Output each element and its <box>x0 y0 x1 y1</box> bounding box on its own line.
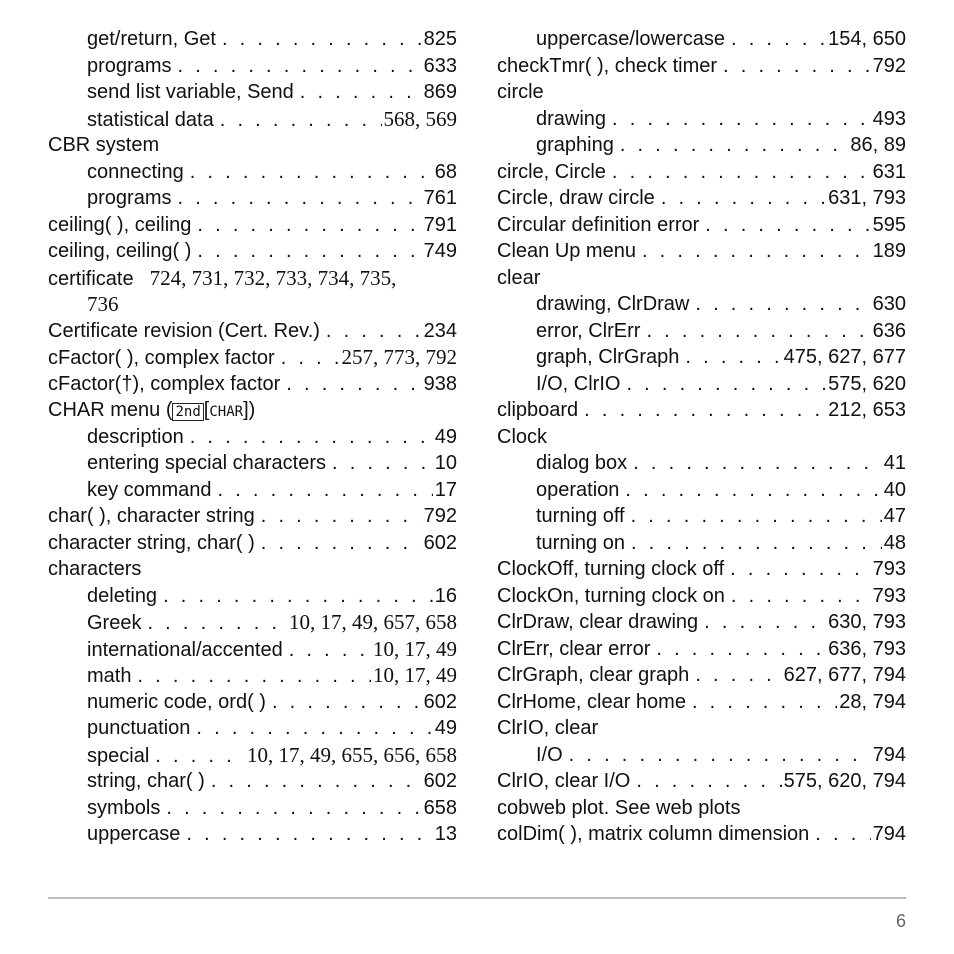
index-entry <box>497 212 906 239</box>
index-subentry <box>497 450 906 477</box>
dot-leader <box>332 450 433 477</box>
index-entry <box>497 265 906 292</box>
dot-leader <box>569 742 871 769</box>
entry-term: Clean Up menu <box>497 240 636 262</box>
entry-term: ClrErr, clear error <box>497 637 651 660</box>
entry-pages: 16 <box>434 584 457 607</box>
index-subentry <box>48 185 457 212</box>
entry-pages: 10, 17, 49, 655, 656, 658 <box>247 742 457 767</box>
dot-leader <box>612 159 871 186</box>
entry-term: cFactor( ), complex factor <box>48 347 275 369</box>
index-entry <box>497 662 906 689</box>
index-subentry <box>497 530 906 557</box>
dot-leader <box>190 159 433 186</box>
index-entry <box>497 424 906 451</box>
entry-term: description <box>87 425 184 448</box>
dot-leader <box>300 79 422 106</box>
entry-term: circle <box>497 81 544 103</box>
entry-pages: 869 <box>423 81 457 103</box>
entry-pages: 724, 731, 732, 733, 734, 735, <box>149 265 397 290</box>
key-bracket-close: ] <box>243 399 249 421</box>
dot-leader <box>155 743 245 769</box>
index-entry <box>497 636 906 663</box>
entry-pages: 28, 794 <box>839 690 906 713</box>
index-subentry <box>48 450 457 477</box>
entry-term: CHAR menu ( <box>48 399 173 421</box>
index-subentry <box>48 795 457 822</box>
index-entry <box>497 556 906 583</box>
entry-pages: 257, 773, 792 <box>341 345 457 369</box>
entry-term: programs <box>87 187 172 209</box>
index-column-left <box>48 26 457 848</box>
dot-leader <box>815 821 870 848</box>
index-entry <box>48 503 457 530</box>
index-entry <box>497 583 906 610</box>
entry-term: I/O <box>536 743 563 766</box>
entry-pages: 627, 677, 794 <box>783 664 906 686</box>
index-entry <box>497 79 906 106</box>
index-entry <box>497 397 906 424</box>
entry-term: get/return, Get <box>87 28 216 50</box>
entry-pages: 602 <box>423 531 457 554</box>
entry-pages: 86, 89 <box>850 134 906 156</box>
index-entry <box>48 238 457 265</box>
dot-leader <box>584 397 826 424</box>
dot-leader <box>186 821 432 848</box>
entry-pages: 10, 17, 49, 657, 658 <box>289 610 457 634</box>
index-subentry <box>48 636 457 663</box>
entry-term: connecting <box>87 160 184 183</box>
index-subentry <box>48 583 457 610</box>
dot-leader <box>326 318 422 345</box>
dot-leader <box>642 238 871 265</box>
entry-pages: 41 <box>883 452 906 474</box>
entry-term: math <box>87 665 132 687</box>
entry-term: punctuation <box>87 717 191 739</box>
entry-pages: 595 <box>872 213 906 236</box>
entry-term: programs <box>87 54 172 77</box>
index-column-right <box>497 26 906 848</box>
entry-pages: 602 <box>423 690 457 713</box>
index-subentry <box>497 503 906 530</box>
index-subentry <box>497 477 906 504</box>
entry-pages: 792 <box>872 54 906 77</box>
entry-term: certificate <box>48 267 134 290</box>
dot-leader <box>190 424 433 451</box>
dot-leader <box>197 212 421 239</box>
entry-term: graph, ClrGraph <box>536 346 680 368</box>
entry-pages: 40 <box>883 478 906 501</box>
index-entry <box>497 715 906 742</box>
entry-term: string, char( ) <box>87 770 205 792</box>
entry-pages: 602 <box>423 770 457 792</box>
entry-pages: 631 <box>872 160 906 183</box>
dot-leader <box>612 106 871 133</box>
index-entry <box>48 318 457 345</box>
entry-pages: 493 <box>872 107 906 130</box>
index-subentry <box>48 715 457 742</box>
entry-term: ClrDraw, clear drawing <box>497 611 699 633</box>
entry-term: key command <box>87 478 212 501</box>
entry-term: drawing <box>536 107 607 130</box>
entry-term: colDim( ), matrix column dimension <box>497 823 810 845</box>
index-entry <box>497 159 906 186</box>
entry-term: circle, Circle <box>497 160 606 183</box>
entry-term: I/O, ClrIO <box>536 372 621 395</box>
index-subentry <box>497 106 906 133</box>
entry-term: ClockOn, turning clock on <box>497 584 725 607</box>
index-subentry <box>48 768 457 795</box>
dot-leader <box>692 689 837 716</box>
entry-term: symbols <box>87 796 161 819</box>
entry-pages: 749 <box>423 240 457 262</box>
dot-leader <box>631 530 882 557</box>
dot-leader <box>661 185 826 212</box>
index-entry-continuation: 736 <box>87 292 119 316</box>
index-subentry <box>48 742 457 769</box>
dot-leader <box>723 53 871 80</box>
dot-leader <box>625 477 881 504</box>
index-subentry <box>497 344 906 371</box>
dot-leader <box>261 503 422 530</box>
entry-pages: 761 <box>423 187 457 209</box>
index-subentry <box>497 742 906 769</box>
entry-term: Certificate revision (Cert. Rev.) <box>48 319 320 342</box>
entry-pages: 794 <box>872 823 906 845</box>
dot-leader <box>633 450 882 477</box>
index-subentry <box>48 477 457 504</box>
entry-term: ClrIO, clear <box>497 717 599 739</box>
dot-leader <box>656 636 826 663</box>
dot-leader <box>646 318 870 345</box>
entry-term: numeric code, ord( ) <box>87 690 266 713</box>
entry-pages: 575, 620, 794 <box>783 770 906 792</box>
index-entry <box>48 371 457 398</box>
entry-term: CBR system <box>48 134 160 156</box>
entry-term: statistical data <box>87 108 214 131</box>
entry-pages: 631, 793 <box>828 187 906 209</box>
entry-term: ClrGraph, clear graph <box>497 664 690 686</box>
key-2nd-icon: 2nd <box>172 403 203 421</box>
entry-term: ClrIO, clear I/O <box>497 770 631 792</box>
dot-leader <box>222 26 422 53</box>
entry-pages: 154, 650 <box>828 28 906 50</box>
index-entry <box>497 53 906 80</box>
dot-leader <box>197 238 421 265</box>
entry-pages: 575, 620 <box>828 372 906 395</box>
entry-pages: 13 <box>434 823 457 845</box>
entry-pages: 47 <box>883 505 906 527</box>
index-subentry <box>497 132 906 159</box>
dot-leader <box>286 371 421 398</box>
index-entry <box>497 238 906 265</box>
entry-term: cobweb plot. See web plots <box>497 796 741 819</box>
index-entry <box>497 821 906 848</box>
entry-term: clipboard <box>497 399 579 421</box>
entry-pages: 10, 17, 49 <box>373 663 457 687</box>
dot-leader <box>695 291 870 318</box>
entry-pages: 630, 793 <box>828 611 906 633</box>
entry-term: drawing, ClrDraw <box>536 293 690 315</box>
entry-pages: 48 <box>883 531 906 554</box>
index-entry <box>48 397 457 424</box>
dot-leader <box>218 477 433 504</box>
entry-term: char( ), character string <box>48 505 255 527</box>
dot-leader <box>147 610 287 636</box>
entry-term: special <box>87 744 150 767</box>
index-subentry <box>48 609 457 636</box>
entry-pages: 636 <box>872 319 906 342</box>
page-number: 6 <box>895 911 906 931</box>
index-entry <box>497 185 906 212</box>
index-subentry <box>48 159 457 186</box>
index-subentry <box>48 662 457 689</box>
entry-term: graphing <box>536 134 614 156</box>
key-bracket-open: [ <box>203 399 210 421</box>
dot-leader <box>626 371 826 398</box>
entry-term: operation <box>536 478 620 501</box>
entry-pages: 68 <box>434 160 457 183</box>
dot-leader <box>272 689 422 716</box>
entry-term: ClockOff, turning clock off <box>497 558 725 580</box>
entry-pages: 234 <box>423 319 457 342</box>
entry-pages: 793 <box>872 558 906 580</box>
index-subentry <box>497 26 906 53</box>
entry-term: ClrHome, clear home <box>497 690 686 713</box>
dot-leader <box>731 583 871 610</box>
entry-term: turning on <box>536 531 625 554</box>
dot-leader <box>177 53 421 80</box>
key-char-label: CHAR <box>209 404 244 420</box>
entry-pages: 189 <box>872 240 906 262</box>
entry-term: error, ClrErr <box>536 319 641 342</box>
index-entry <box>48 556 457 583</box>
entry-pages: 794 <box>872 743 906 766</box>
index-subentry <box>48 821 457 848</box>
dot-leader <box>620 132 849 159</box>
entry-term: ceiling( ), ceiling <box>48 213 192 236</box>
index-entry <box>48 212 457 239</box>
entry-pages: 636, 793 <box>828 637 906 660</box>
entry-pages: 10 <box>434 452 457 474</box>
dot-leader <box>166 795 421 822</box>
dot-leader <box>289 637 371 663</box>
entry-term: international/accented <box>87 638 283 661</box>
entry-pages: 633 <box>423 54 457 77</box>
entry-term: Clock <box>497 425 548 448</box>
entry-term: send list variable, Send <box>87 81 294 103</box>
entry-term: character string, char( ) <box>48 531 255 554</box>
dot-leader <box>704 609 826 636</box>
entry-term: Circle, draw circle <box>497 187 655 209</box>
entry-term: entering special characters <box>87 452 327 474</box>
entry-pages: 475, 627, 677 <box>783 346 906 368</box>
entry-term: turning off <box>536 505 625 527</box>
index-subentry <box>48 689 457 716</box>
entry-pages: 17 <box>434 478 457 501</box>
index-entry <box>497 609 906 636</box>
entry-pages: 10, 17, 49 <box>373 636 457 661</box>
dot-leader <box>177 185 421 212</box>
dot-leader <box>220 107 382 133</box>
entry-pages: 791 <box>423 213 457 236</box>
entry-term-tail: ) <box>248 399 256 421</box>
entry-pages: 212, 653 <box>828 399 906 421</box>
dot-leader <box>631 503 882 530</box>
dot-leader <box>261 530 422 557</box>
index-entry <box>48 530 457 557</box>
index-subentry <box>48 53 457 80</box>
entry-term: ceiling, ceiling( ) <box>48 240 192 262</box>
dot-leader <box>695 662 781 689</box>
index-subentry <box>497 318 906 345</box>
entry-term: dialog box <box>536 452 628 474</box>
dot-leader <box>705 212 870 239</box>
dot-leader <box>281 345 340 371</box>
index-entry <box>48 344 457 371</box>
entry-term: uppercase/lowercase <box>536 28 725 50</box>
index-entry <box>497 768 906 795</box>
dot-leader <box>730 556 870 583</box>
dot-leader <box>731 26 826 53</box>
entry-term: cFactor(†), complex factor <box>48 372 281 395</box>
entry-pages: 630 <box>872 293 906 315</box>
entry-term: characters <box>48 558 142 580</box>
index-subentry <box>497 371 906 398</box>
index-subentry <box>48 424 457 451</box>
index-subentry <box>48 26 457 53</box>
entry-pages: 568, 569 <box>383 106 457 131</box>
index-entry <box>497 795 906 822</box>
entry-pages: 825 <box>423 28 457 50</box>
entry-term: clear <box>497 266 541 289</box>
index-subentry <box>497 291 906 318</box>
dot-leader <box>196 715 432 742</box>
index-entry <box>48 265 457 292</box>
entry-pages: 49 <box>434 717 457 739</box>
dot-leader <box>137 663 371 689</box>
entry-term: uppercase <box>87 823 181 845</box>
footer-rule <box>48 897 906 899</box>
entry-pages: 792 <box>423 505 457 527</box>
entry-pages: 793 <box>872 584 906 607</box>
dot-leader <box>636 768 781 795</box>
index-entry <box>497 689 906 716</box>
entry-pages: 938 <box>423 372 457 395</box>
dot-leader <box>163 583 433 610</box>
entry-term: Circular definition error <box>497 213 700 236</box>
index-subentry <box>48 79 457 106</box>
entry-pages: 658 <box>423 796 457 819</box>
index-subentry <box>48 106 457 133</box>
dot-leader <box>685 344 781 371</box>
entry-term: checkTmr( ), check timer <box>497 54 718 77</box>
entry-pages: 49 <box>434 425 457 448</box>
index-entry <box>48 132 457 159</box>
entry-term: Greek <box>87 612 142 634</box>
dot-leader <box>211 768 422 795</box>
entry-term: deleting <box>87 584 158 607</box>
